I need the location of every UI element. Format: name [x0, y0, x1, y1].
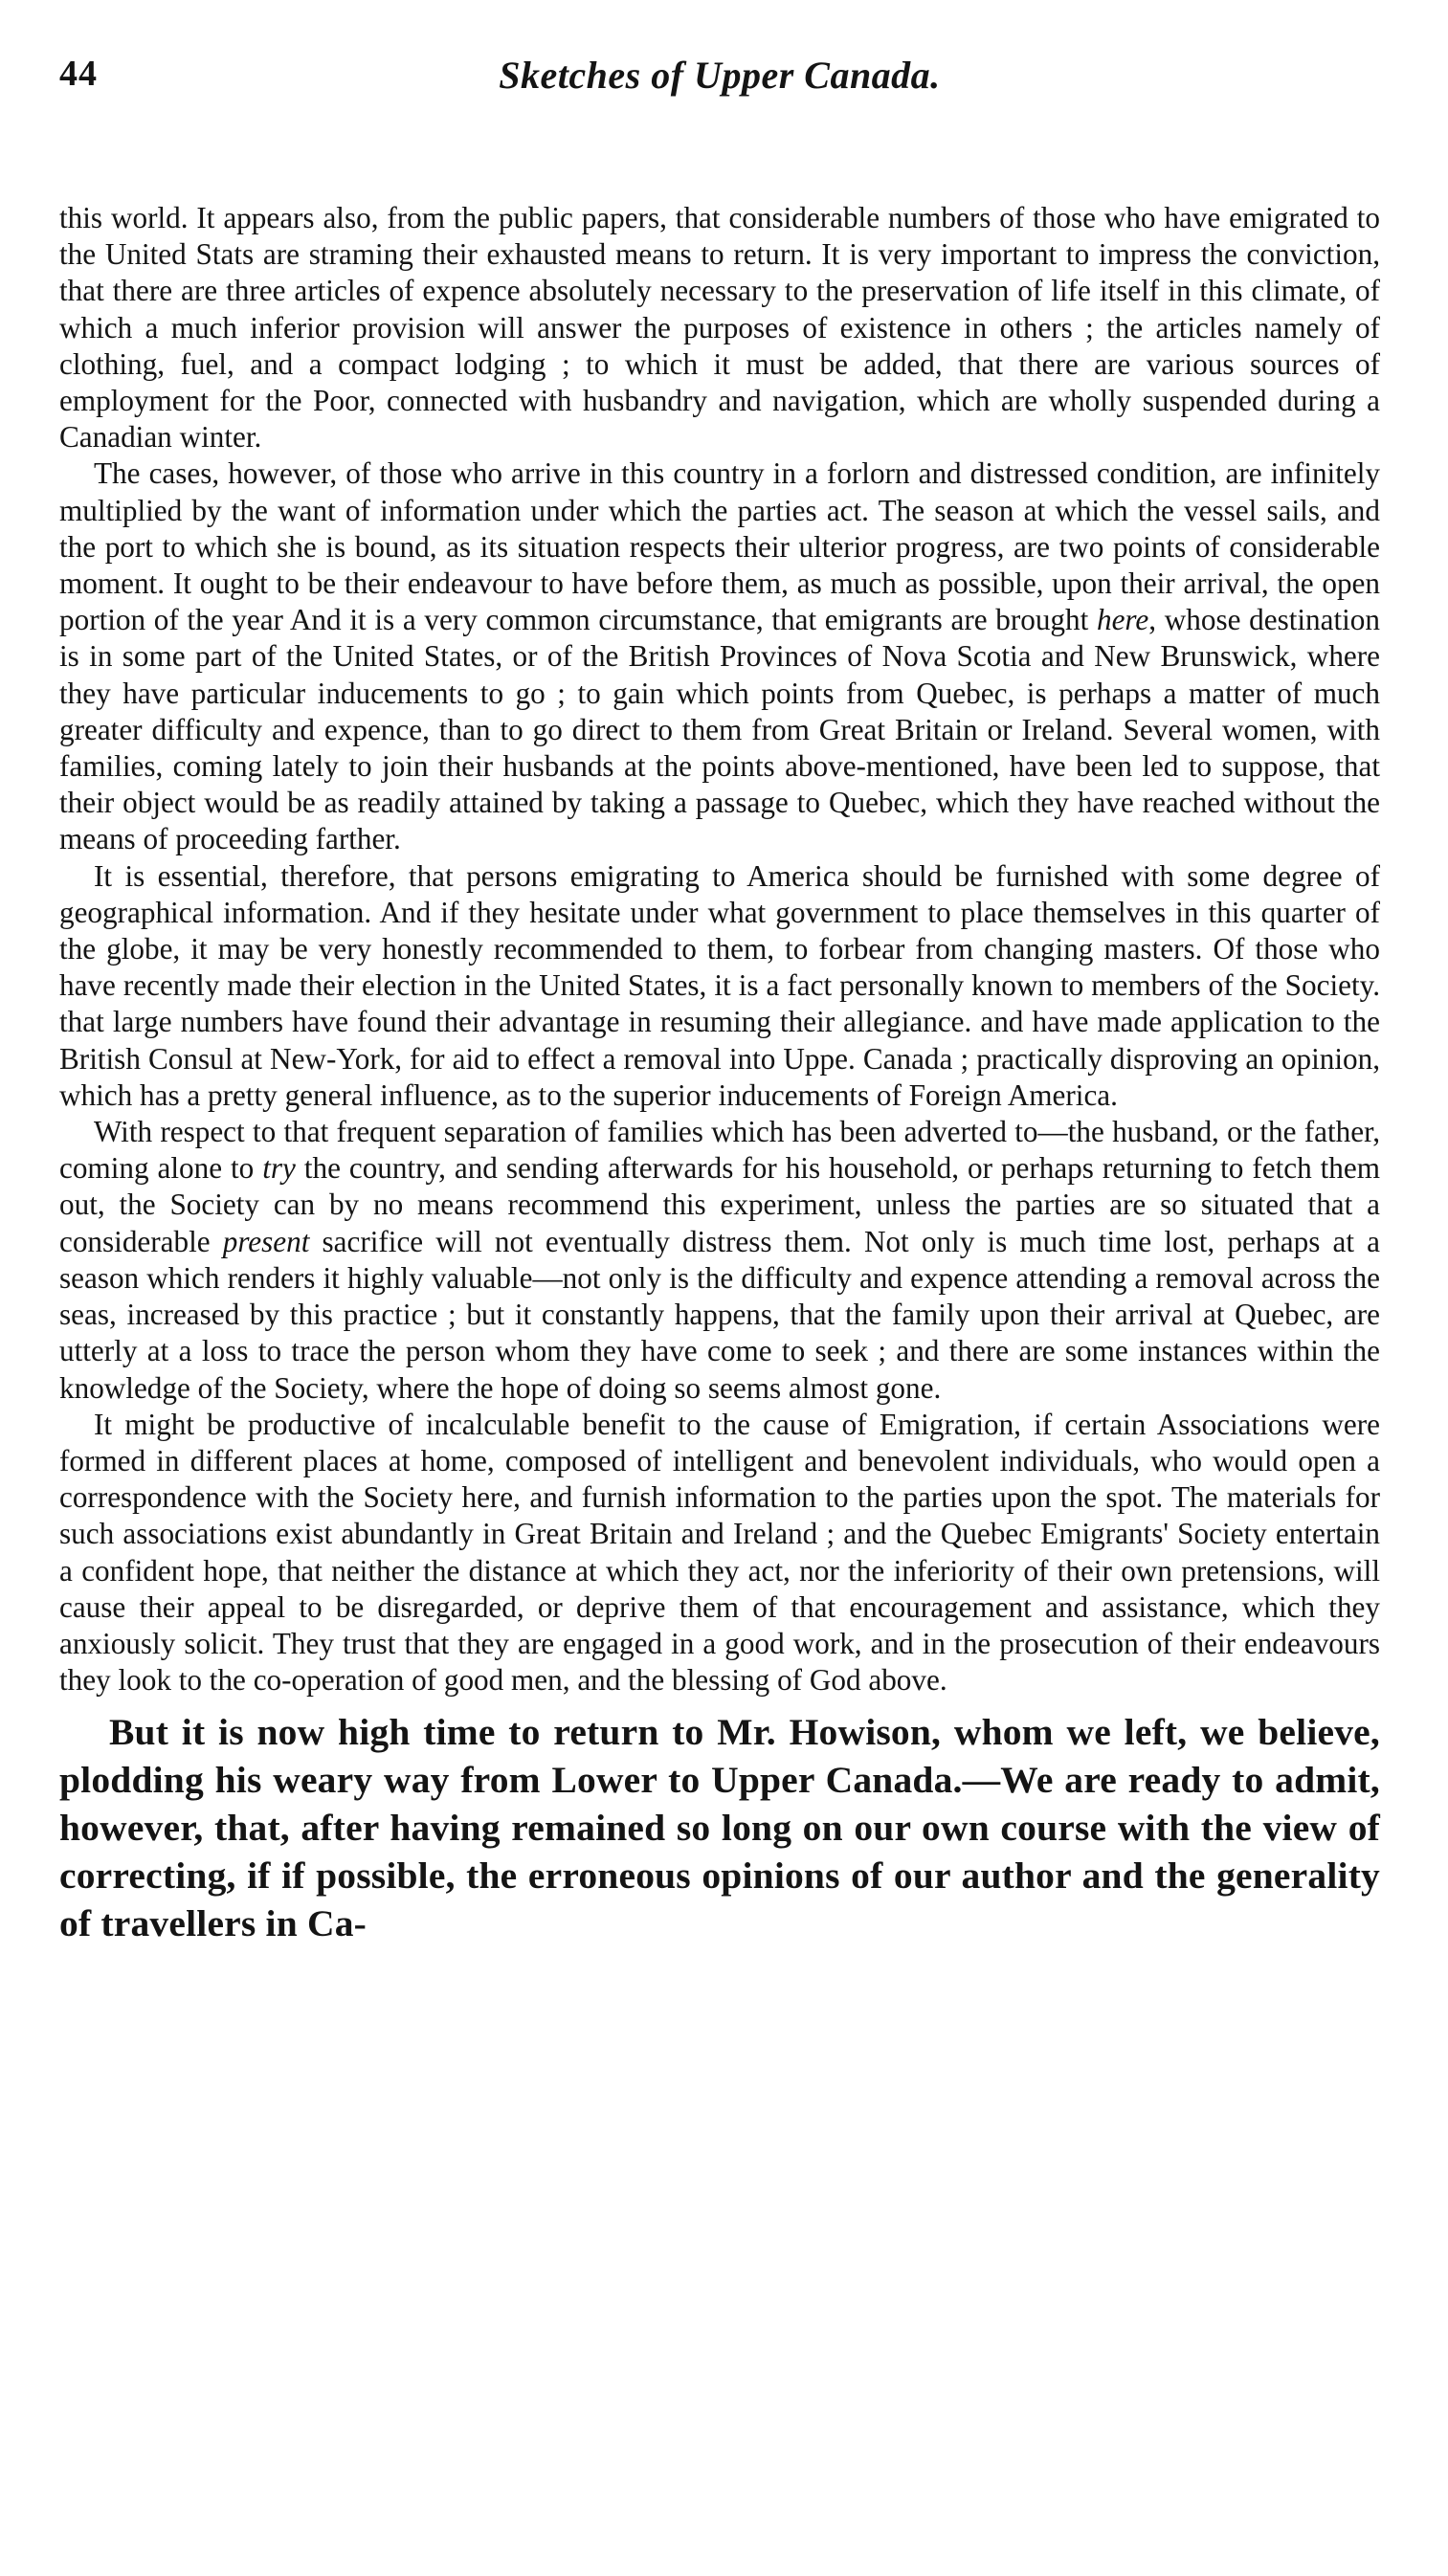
text-segment: , whose destination is in some part of the United States, or of the British Provinces of Nova Scotia and New Brunswick, where they have particular inducements to go ; to gain which points from Quebec, is perhaps a matter of much greater difficulty and expence, than to go direct to them from Great Britain or Ireland. Several women, with families, coming lately to join their husbands at the points above-mentioned, have been led to suppose, that their object would be as readily attained by taking a passage to Quebec, which they have reached without the means of proceeding farther.	[59, 603, 1380, 856]
paragraph-forlorn-cases	[59, 455, 1380, 857]
running-head	[59, 53, 1380, 120]
text-segment: It might be productive of incalculable benefit to the cause of Emigration, if certain Associations were formed in different places at home, composed of intelligent and benevolent individuals, who would open a correspondence with the Society here, and furnish information to the parties upon the spot. The materials for such associations exist abundantly in Great Britain and Ireland ; and the Quebec Emigrants' Society entertain a confident hope, that neither the distance at which they act, nor the inferiority of their own pretensions, will cause their appeal to be disregarded, or deprive them of that encouragement and assistance, which they anxiously solicit. They trust that they are engaged in a good work, and in the prosecution of their endeavours they look to the co-operation of good men, and the blessing of God above.	[59, 1407, 1380, 1698]
text-segment: It is essential, therefore, that persons emigrating to America should be furnished with some degree of geographical information. And if they hesitate under what government to place themselves in this quarter of the globe, it may be very honestly recommended to them, to forbear from changing masters. Of those who have recently made their election in the United States, it is a fact personally known to members of the Society. that large numbers have found their advantage in resuming their allegiance. and have made application to the British Consul at New-York, for aid to effect a removal into Uppe. Canada ; practically disproving an opinion, which has a pretty general influence, as to the superior inducements of Foreign America.	[59, 858, 1380, 1112]
paragraph-return-to-howison	[59, 1708, 1380, 1947]
page-number: 44	[59, 54, 98, 94]
running-title: Sketches of Upper Canada.	[499, 54, 941, 97]
italic-word-here: here	[1096, 603, 1149, 637]
italic-word-present: present	[222, 1224, 310, 1258]
book-page	[59, 53, 1380, 1947]
body-text	[59, 200, 1380, 1947]
italic-word-try: try	[262, 1151, 296, 1186]
text-segment: But it is now high time to return to Mr. Howison, whom we left, we believe, plodding his weary way from Lower to Upper Canada.—We are ready to admit, however, that, after having remained so long on our own course with the view of correcting, if if possible, the erroneous opinions of our author and the generality of travellers in Ca-	[59, 1711, 1380, 1945]
text-segment: sacrifice will not eventually distress them. Not only is much time lost, perhaps at a season which renders it highly valuable—not only is the difficulty and expence attending a removal across the seas, increased by this practice ; but it constantly happens, that the family upon their arrival at Quebec, are utterly at a loss to trace the person whom they have come to seek ; and there are some instances within the knowledge of the Society, where the hope of doing so seems almost gone.	[59, 1224, 1380, 1405]
text-segment: The cases, however, of those who arrive in this country in a forlorn and distressed condition, are infinitely multiplied by the want of information under which the parties act. The season at which the vessel sails, and the port to which she is bound, as its situation respects their ulterior progress, are two points of considerable moment. It ought to be their endeavour to have before them, as much as possible, upon their arrival, the open portion of the year And it is a very common circumstance, that emigrants are brought	[59, 456, 1380, 637]
paragraph-geographical-information	[59, 858, 1380, 1114]
text-segment: With respect to that frequent separation of families which has been adverted to—the husband, or the father, coming alone to	[59, 1115, 1380, 1186]
text-segment: the country, and sending afterwards for his household, or perhaps returning to fetch them out, the Society can by no means recommend this experiment, unless the parties are so situated that a considerable	[59, 1151, 1380, 1258]
paragraph-family-separation	[59, 1114, 1380, 1407]
paragraph-emigration-needs	[59, 200, 1380, 455]
text-segment: this world. It appears also, from the public papers, that considerable numbers of those who have emigrated to the United Stats are straming their exhausted means to return. It is very important to impress the conviction, that there are three articles of expence absolutely necessary to the preservation of life itself in this climate, of which a much inferior provision will answer the purposes of existence in others ; the articles namely of clothing, fuel, and a compact lodging ; to which it must be added, that there are various sources of employment for the Poor, connected with husbandry and navigation, which are wholly suspended during a Canadian winter.	[59, 201, 1380, 455]
paragraph-associations	[59, 1407, 1380, 1699]
